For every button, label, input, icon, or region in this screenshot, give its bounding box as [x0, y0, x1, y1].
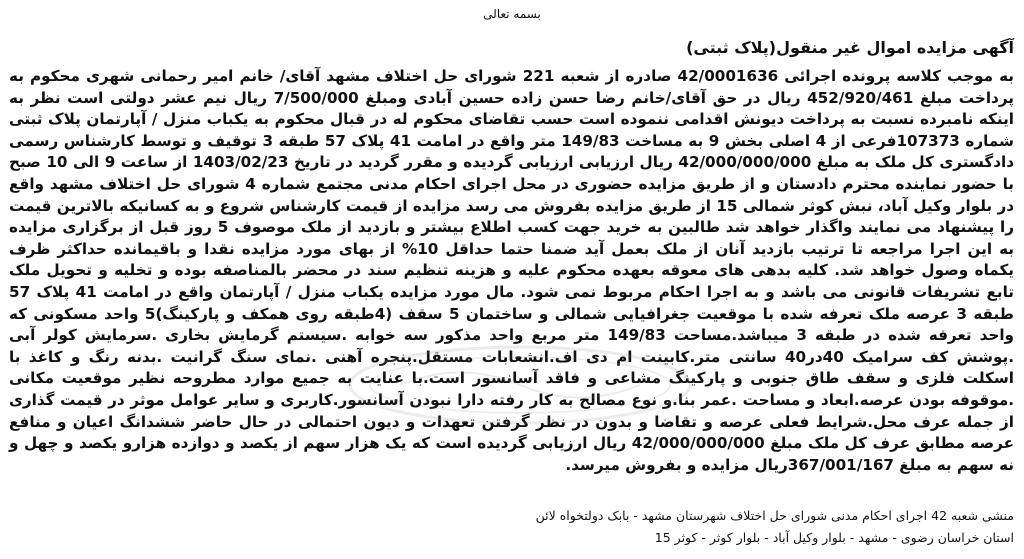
- signature-line: منشی شعبه 42 اجرای احکام مدنی شورای حل اختلاف شهرستان مشهد - بابک دولتخواه لائن: [535, 508, 1014, 523]
- notice-title: آگهی مزایده اموال غیر منقول(پلاک ثبتی): [686, 38, 1014, 57]
- notice-body: به موجب کلاسه پرونده اجرائی 42/0001636 صادره از شعبه 221 شورای حل اختلاف مشهد آقای/ خانم امیر رحمانی شهری محکوم به پرداخت مبلغ 452/920/461 ریال در حق آقای/خانم رضا حسن زاده حسین آبادی ومبلغ 7/500/000 ریال نیم عشر دولتی است نظر به اینکه نامبرده نسبت به پرداخت دیونش اقدامی ننموده است حسب تقاضای محکوم له در قبال محکوم به یکباب منزل / آپارتمان پلاک ثبتی شماره 107373فرعی از 4 اصلی بخش 9 به مساخت 149/83 متر واقع در امامت 41 پلاک 57 طبقه 3 توقیف و توسط کارشناس رسمی دادگستری کل ملک به مبلغ 42/000/000/000 ریال ارزیابی ارزیابی گردیده و مقرر گردید در تاریخ 1403/02/23 از ساعت 9 الی 10 صبح با حضور نماینده محترم دادستان و از طریق مزایده حضوری در محل اجرای احکام مدنی مجتمع شماره 4 شورای حل اختلاف مشهد واقع در بلوار وکیل آباد، نبش کوثر شمالی 15 از طریق مزایده بفروش می رسد مزایده از قیمت کارشناس شروع و به کسانیکه بالاترین قیمت را پیشنهاد می نمایند واگذار خواهد شد طالبین به خرید جهت کسب اطلاع بیشتر و بازدید از ملک موصوف 5 روز قبل از برگزاری مزایده به این اجرا مراجعه تا ترتیب بازدید آنان از ملک بعمل آید ضمنا حتما حداقل 10% از بهای مورد مزایده نقدا و باقیمانده حداکثر ظرف یکماه وصول خواهد شد. کلیه بدهی های معوقه بعهده محکوم علیه و هزینه تنظیم سند در محضر بالمناصفه بوده و تخلیه و تحویل ملک تابع تشریفات قانونی می باشد و به اجرا احکام مربوط نمی شود. مال مورد مزایده یکباب منزل / آپارتمان واقع در امامت 41 پلاک 57 طبقه 3 عرصه ملک تعرفه شده با موقعیت جغرافیایی شمالی و ساختمان 5 سقف (4طبقه روی همکف و پارکینگ)5 واحد مسکونی که واحد تعرفه شده در طبقه 3 میباشد.مساحت 149/83 متر مربع واحد مذکور سه خوابه .سیستم گرمایش بخاری .سرمایش کولر آبی .پوشش کف سرامیک 40در40 سانتی متر.کابینت ام دی اف.انشعابات مستقل.پنجره آهنی .نمای سنگ گرانیت .بدنه رنگ و کاغذ با اسکلت فلزی و سقف طاق جنوبی و پارکینگ مشاعی و فاقد آسانسور است.با عنایت به جمیع موارد مطروحه نظیر موقعیت مکانی .موقوفه بودن عرصه.ابعاد و مساحت .عمر بنا.و نوع مصالح به کار رفته دارا نبودن آسانسور.کاربری و سایر عوامل موثر در قیمت گذاری از جمله عرف محل.شرایط فعلی عرصه و تقاضا و بدون در نظر گرفتن تعهدات و دیون احتمالی در حال حاضر ششدانگ اعیان و منافع عرصه مطابق عرف کل ملک مبلغ 42/000/000/000 ریال ارزیابی گردیده است که یک هزار سهم از یکصد و دوازده هزارو یکصد و چهل و نه سهم به مبلغ 367/001/167ریال مزایده و بفروش میرسد.: [9, 67, 1015, 474]
- address-line: استان خراسان رضوی - مشهد - بلوار وکیل آباد - بلوار کوثر - کوثر 15: [654, 530, 1014, 545]
- basmala-header: بسمه تعالی: [483, 7, 541, 21]
